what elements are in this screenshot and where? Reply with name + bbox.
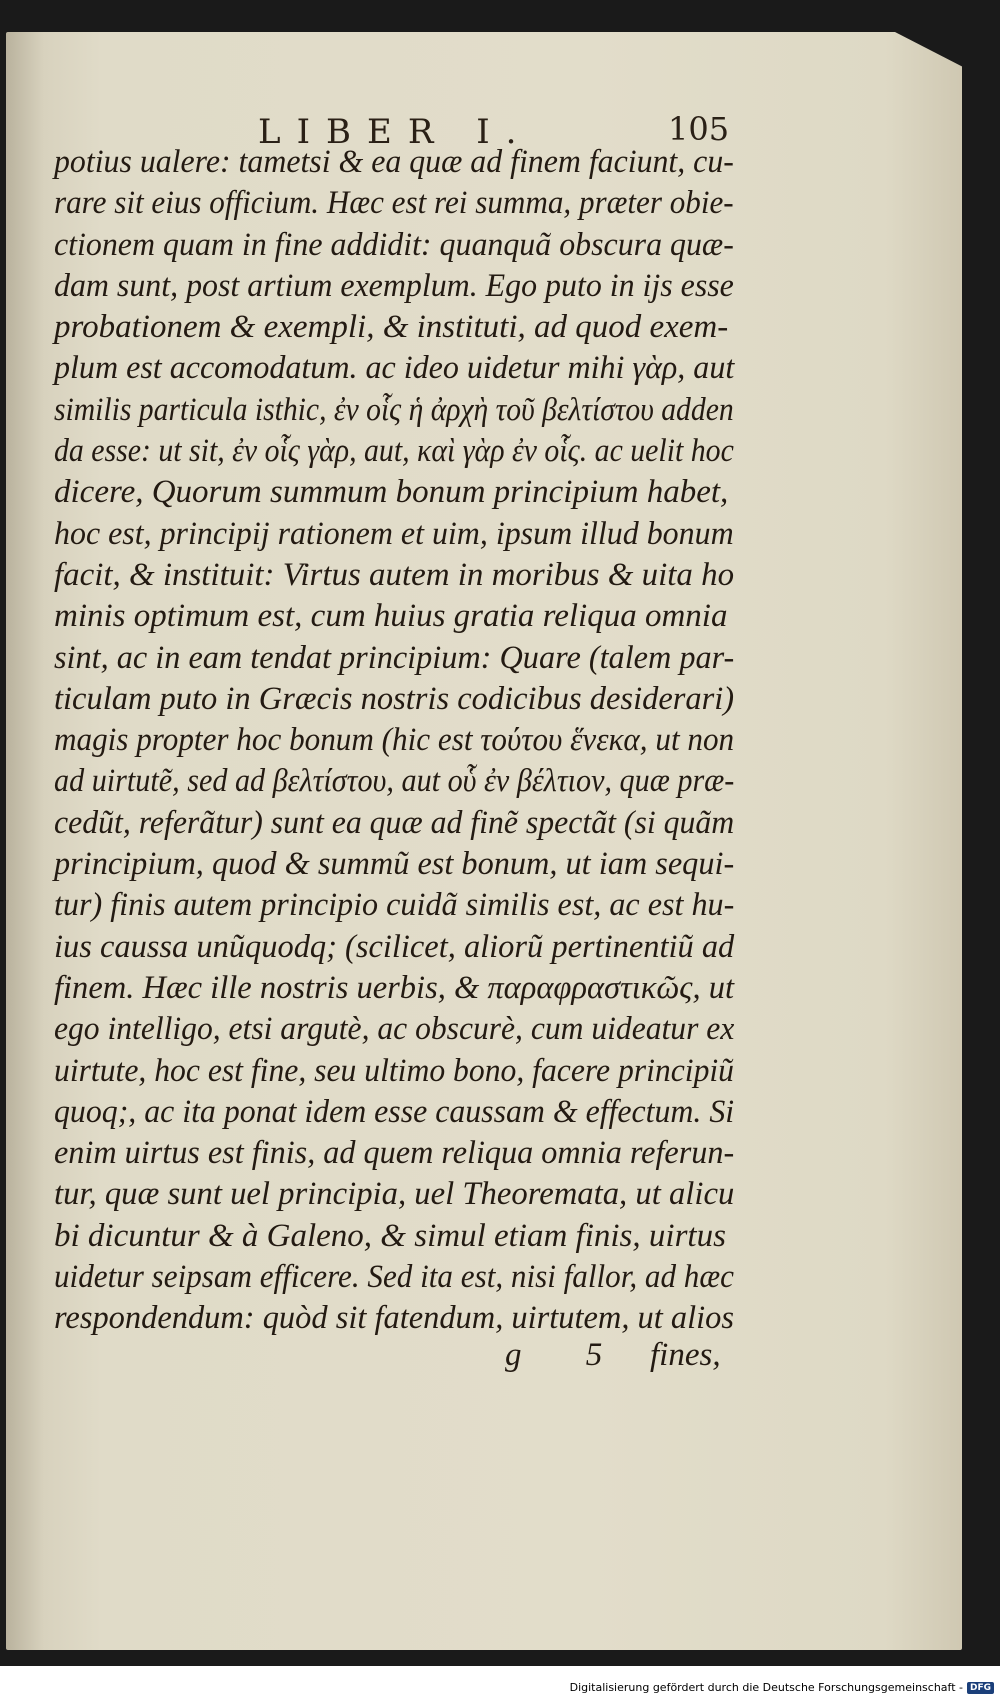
text-line: ad uirtutẽ, sed ad βελτίστου, aut οὗ ἐν βέλτιον, quæ præ- [54,763,735,800]
text-line: da esse: ut sit, ἐν οἷς γὰρ, aut, καὶ γὰρ ἐν οἷς. ac uelit hoc [54,433,734,470]
text-line: finem. Hæc ille nostris uerbis, & παραφραστικῶς, ut [54,969,735,1006]
catchword: fines, [650,1337,721,1373]
body-text [54,142,734,1340]
digitization-footer [570,1681,994,1694]
text-line: uidetur seipsam efficere. Sed ita est, nisi fallor, ad hæc [54,1259,734,1296]
signature-mark: g 5 [505,1337,631,1373]
text-line: respondendum: quòd sit fatendum, uirtutem, ut alios [54,1300,734,1337]
text-line: ctionem quam in fine addidit: quanquã obscura quæ- [54,226,734,263]
text-line: dicere, Quorum summum bonum principium habet, [54,474,729,511]
dfg-logo: DFG [967,1682,994,1694]
text-line: sint, ac in eam tendat principium: Quare (talem par- [54,639,735,676]
text-line: ticulam puto in Græcis nostris codicibus desiderari) [54,680,735,717]
text-line: tur) finis autem principio cuidã similis est, ac est hu- [54,887,735,924]
running-header: LIBER I. [258,112,533,152]
text-line: potius ualere: tametsi & ea quæ ad finem faciunt, cu- [54,144,734,180]
text-line: ego intelligo, etsi argutè, ac obscurè, cum uideatur ex [54,1011,735,1048]
text-line: facit, & instituit: Virtus autem in moribus & uita ho [54,556,735,593]
text-line: uirtute, hoc est fine, seu ultimo bono, facere principiũ [54,1052,735,1089]
text-line: principium, quod & summũ est bonum, ut iam sequi- [54,846,735,883]
text-line: hoc est, principij rationem et uim, ipsum illud bonum [54,515,734,552]
footer-text: Digitalisierung gefördert durch die Deutsche Forschungsgemeinschaft - [569,1681,963,1694]
text-line: cedũt, referãtur) sunt ea quæ ad finẽ spectãt (si quãm [54,804,735,841]
text-line: rare sit eius officium. Hæc est rei summa, præter obie- [54,185,734,222]
text-line: plum est accomodatum. ac ideo uidetur mihi γὰρ, aut [54,350,735,387]
text-line: ius caussa unũquodq; (scilicet, aliorũ pertinentiũ ad [54,928,735,965]
text-line: dam sunt, post artium exemplum. Ego puto in ijs esse [54,267,734,304]
page-number: 105 [668,110,730,148]
text-line: enim uirtus est finis, ad quem reliqua omnia referun- [54,1135,735,1172]
text-line: quoq;, ac ita ponat idem esse caussam & effectum. Si [54,1093,735,1130]
text-line: tur, quæ sunt uel principia, uel Theoremata, ut alicu [54,1176,735,1213]
text-line: similis particula isthic, ἐν οἷς ἡ ἀρχὴ τοῦ βελτίστου adden [54,391,734,428]
text-line: bi dicuntur & à Galeno, & simul etiam finis, uirtus [54,1217,726,1254]
text-line: probationem & exempli, & instituti, ad quod exem- [54,309,729,346]
text-line: magis propter hoc bonum (hic est τούτου ἕνεκα, ut non [54,722,735,759]
text-line: minis optimum est, cum huius gratia reliqua omnia [54,598,728,635]
